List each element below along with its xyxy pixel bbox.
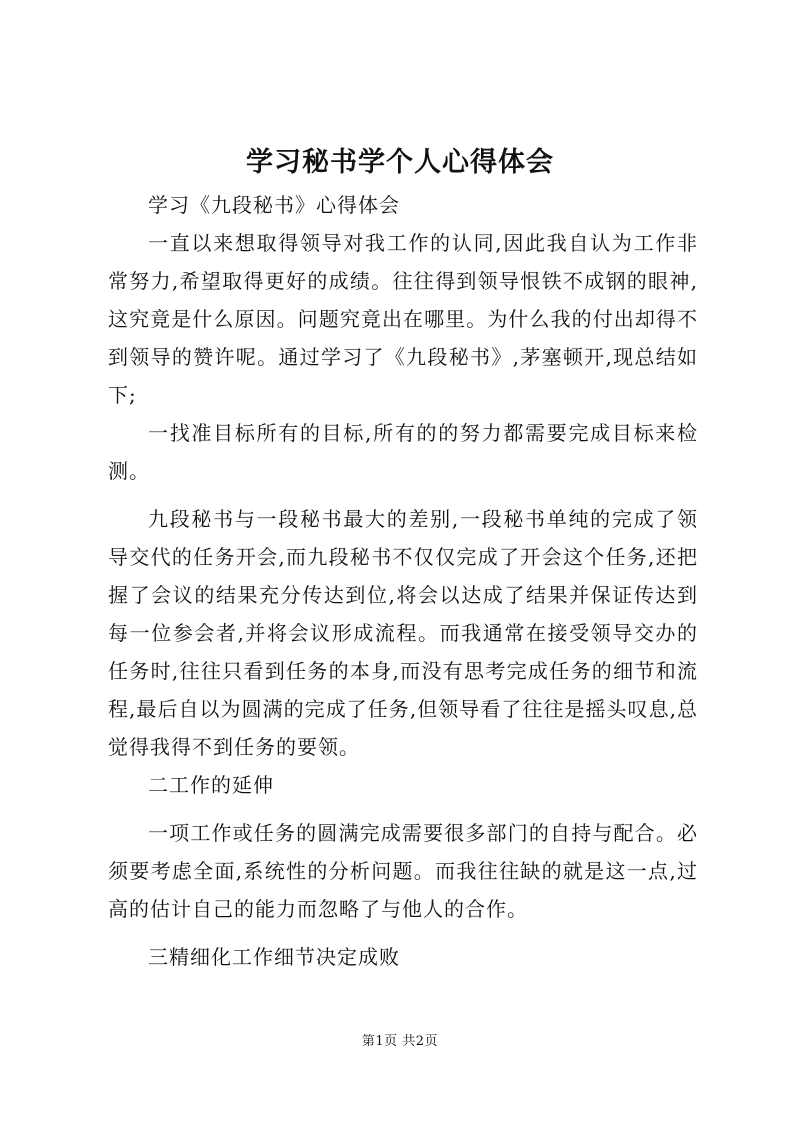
document-title: 学习秘书学个人心得体会 — [246, 147, 554, 178]
page-footer: 第1页 共2页 — [361, 1034, 439, 1049]
paragraph-goal: 一找准目标所有的目标,所有的的努力都需要完成目标来检测。 — [108, 421, 698, 483]
document-body — [108, 186, 698, 976]
paragraph-details-heading: 三精细化工作细节决定成败 — [148, 945, 400, 969]
paragraph-subtitle: 学习《九段秘书》心得体会 — [148, 193, 400, 217]
paragraph-intro: 一直以来想取得领导对我工作的认同,因此我自认为工作非常努力,希望取得更好的成绩。往往得到领导恨铁不成钢的眼神,这究竟是什么原因。问题究竟出在哪里。为什么我的付出却得不到领导的赞许呢。通过学习了《九段秘书》,茅塞顿开,现总结如下; — [108, 231, 698, 407]
paragraph-cooperation: 一项工作或任务的圆满完成需要很多部门的自持与配合。必须要考虑全面,系统性的分析问题。而我往往缺的就是这一点,过高的估计自己的能力而忽略了与他人的合作。 — [108, 821, 698, 921]
paragraph-difference: 九段秘书与一段秘书最大的差别,一段秘书单纯的完成了领导交代的任务开会,而九段秘书不仅仅完成了开会这个任务,还把握了会议的结果充分传达到位,将会以达成了结果并保证传达到每一位参会者,并将会议形成流程。而我通常在接受领导交办的任务时,往往只看到任务的本身,而没有思考完成任务的细节和流程,最后自以为圆满的完成了任务,但领导看了往往是摇头叹息,总觉得我得不到任务的要领。 — [108, 507, 698, 759]
paragraph-extension-heading: 二工作的延伸 — [148, 773, 274, 797]
